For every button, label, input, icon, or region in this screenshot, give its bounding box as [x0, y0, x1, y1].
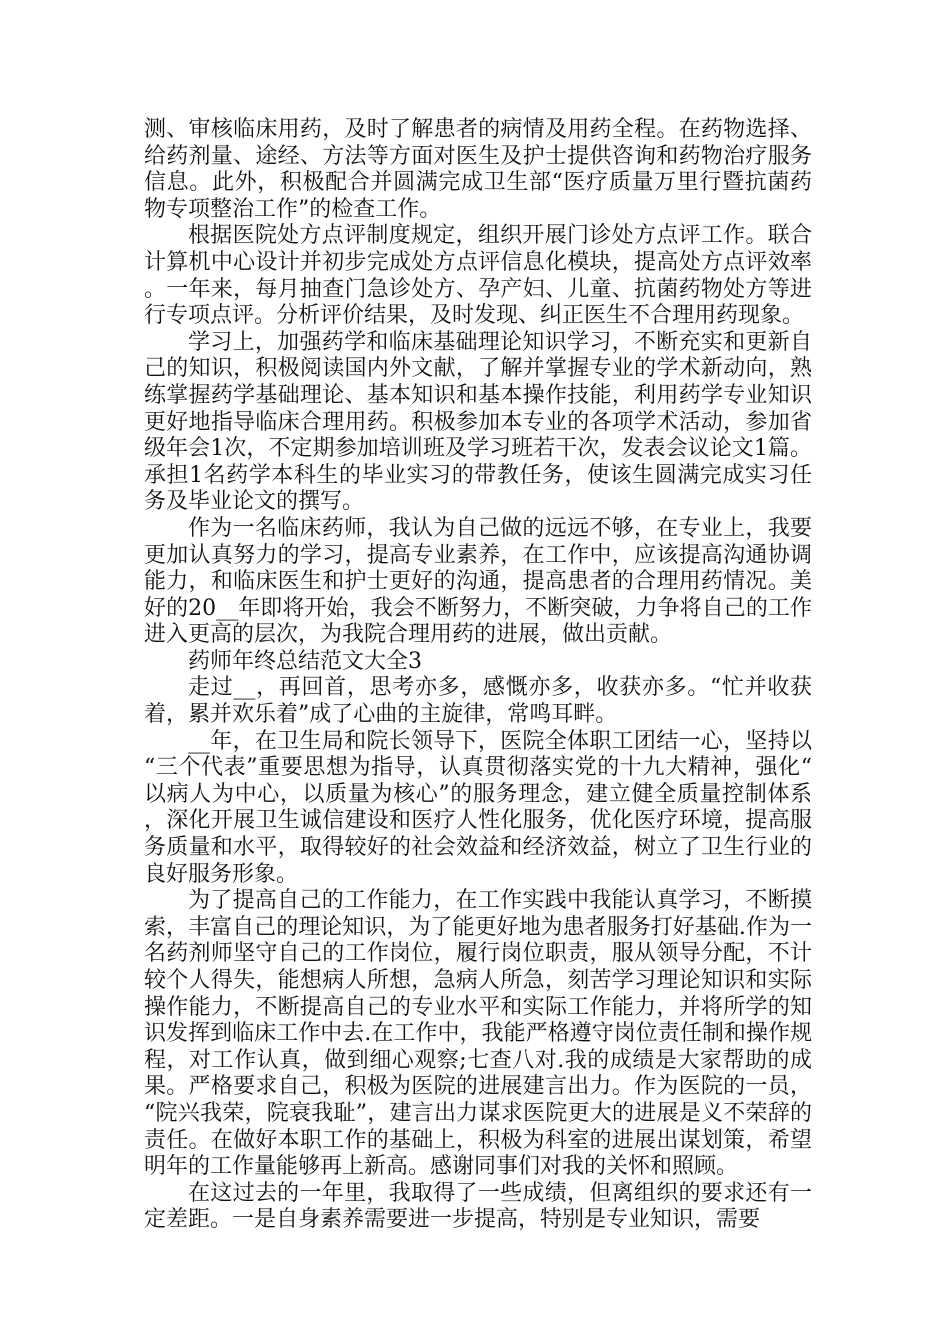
paragraph-1: 测、审核临床用药，及时了解患者的病情及用药全程。在药物选择、给药剂量、途经、方法等方面对医生及护士提供咨询和药物治疗服务信息。此外，积极配合并圆满完成卫生部“医疗质量万里行暨抗菌药物专项整治工作”的检查工作。 [144, 117, 812, 222]
paragraph-4: 作为一名临床药师，我认为自己做的远远不够，在专业上，我要更加认真努力的学习，提高专业素养，在工作中，应该提高沟通协调能力，和临床医生和护士更好的沟通，提高患者的合理用药情况。美好的20__年即将开始，我会不断努力，不断突破，力争将自己的工作进入更高的层次，为我院合理用药的进展，做出贡献。 [144, 515, 812, 648]
paragraph-5: 走过__，再回首，思考亦多，感慨亦多，收获亦多。“忙并收获着，累并欢乐着”成了心曲的主旋律，常鸣耳畔。 [144, 675, 812, 728]
paragraph-2: 根据医院处方点评制度规定，组织开展门诊处方点评工作。联合计算机中心设计并初步完成处方点评信息化模块，提高处方点评效率。一年来，每月抽查门急诊处方、孕产妇、儿童、抗菌药物处方等进行专项点评。分析评价结果，及时发现、纠正医生不合理用药现象。 [144, 223, 812, 329]
paragraph-8: 在这过去的一年里，我取得了一些成绩，但离组织的要求还有一定差距。一是自身素养需要进一步提高，特别是专业知识，需要 [144, 1180, 812, 1233]
paragraph-6: __年，在卫生局和院长领导下，医院全体职工团结一心，坚持以“三个代表”重要思想为指导，认真贯彻落实党的十九大精神，强化“以病人为中心，以质量为核心”的服务理念，建立健全质量控制体系，深化开展卫生诚信建设和医疗人性化服务，优化医疗环境，提高服务质量和水平，取得较好的社会效益和经济效益，树立了卫生行业的良好服务形象。 [144, 728, 812, 887]
paragraph-7: 为了提高自己的工作能力，在工作实践中我能认真学习，不断摸索，丰富自己的理论知识，为了能更好地为患者服务打好基础.作为一名药剂师坚守自己的工作岗位，履行岗位职责，服从领导分配，不计较个人得失，能想病人所想，急病人所急，刻苦学习理论知识和实际操作能力，不断提高自己的专业水平和实际工作能力，并将所学的知识发挥到临床工作中去.在工作中，我能严格遵守岗位责任制和操作规程，对工作认真，做到细心观察;七查八对.我的成绩是大家帮助的成果。严格要求自己，积极为医院的进展建言出力。作为医院的一员，“院兴我荣，院衰我耻”，建言出力谋求医院更大的进展是义不荣辞的责任。在做好本职工作的基础上，积极为科室的进展出谋划策，希望明年的工作量能够再上新高。感谢同事们对我的关怀和照顾。 [144, 888, 812, 1180]
section-heading: 药师年终总结范文大全3 [188, 648, 422, 674]
document-page [144, 117, 812, 1234]
paragraph-3: 学习上，加强药学和临床基础理论知识学习，不断充实和更新自己的知识，积极阅读国内外文献，了解并掌握专业的学术新动向，熟练掌握药学基础理论、基本知识和基本操作技能，利用药学专业知识更好地指导临床合理用药。积极参加本专业的各项学术活动，参加省级年会1次，不定期参加培训班及学习班若干次，发表会议论文1篇。承担1名药学本科生的毕业实习的带教任务，使该生圆满完成实习任务及毕业论文的撰写。 [144, 329, 812, 515]
